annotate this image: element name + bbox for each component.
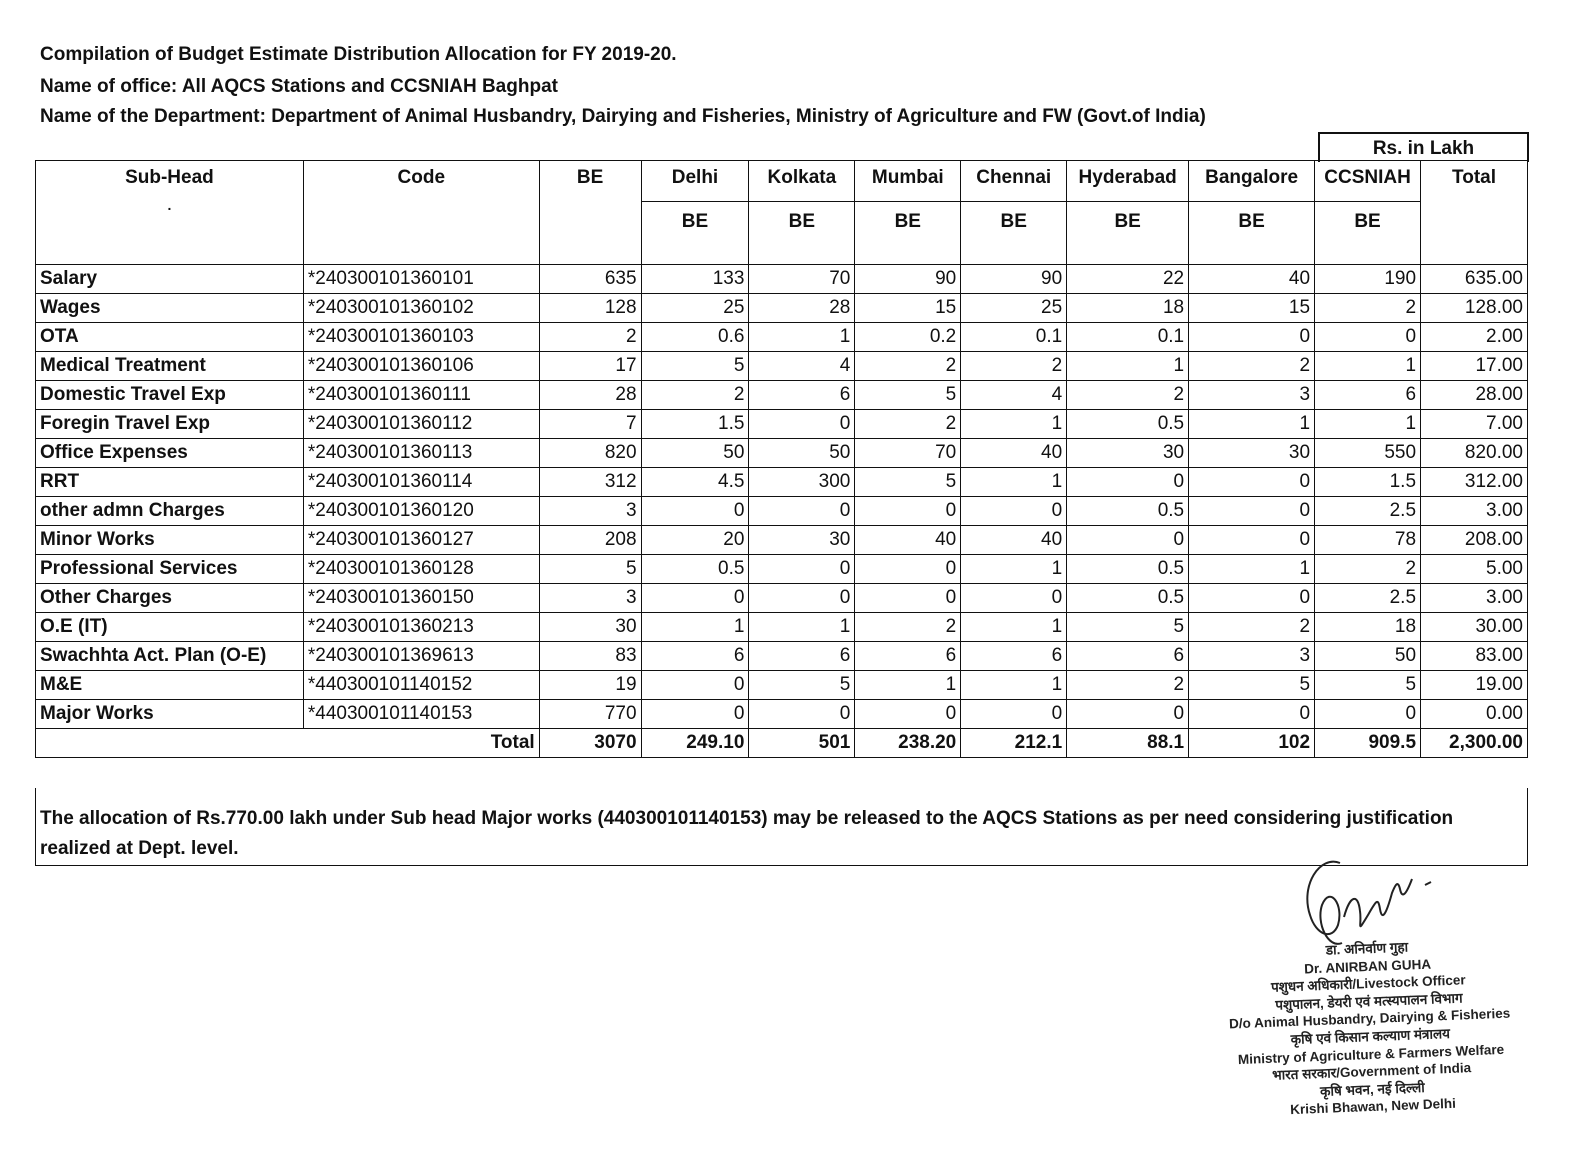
col-subheader-be: BE — [641, 202, 749, 265]
station-be-cell: 2 — [855, 613, 961, 642]
department-name: Name of the Department: Department of Animal Husbandry, Dairying and Fisheries, Ministry of Agriculture and FW (Govt.of India) — [40, 106, 1206, 127]
station-be-cell: 70 — [855, 439, 961, 468]
code-cell: *240300101360128 — [303, 555, 539, 584]
be-cell: 30 — [539, 613, 641, 642]
sub-head-cell: O.E (IT) — [36, 613, 304, 642]
total-cell: 635.00 — [1421, 265, 1528, 294]
station-be-cell: 1 — [1315, 410, 1421, 439]
station-be-cell: 0 — [641, 700, 749, 729]
sub-head-cell: Minor Works — [36, 526, 304, 555]
col-header-station: Hyderabad — [1067, 161, 1189, 202]
be-cell: 19 — [539, 671, 641, 700]
col-header-station: Bangalore — [1189, 161, 1315, 202]
station-be-cell: 1 — [1189, 410, 1315, 439]
station-be-cell: 0 — [749, 555, 855, 584]
col-subheader-be: BE — [961, 202, 1067, 265]
table-row — [36, 671, 1528, 700]
station-be-cell: 4 — [961, 381, 1067, 410]
station-be-cell: 0.5 — [1067, 410, 1189, 439]
totals-station-cell: 909.5 — [1315, 729, 1421, 758]
col-header-be: BE — [539, 161, 641, 265]
station-be-cell: 1 — [749, 323, 855, 352]
totals-row — [36, 729, 1528, 758]
station-be-cell: 6 — [1067, 642, 1189, 671]
table-row — [36, 381, 1528, 410]
code-cell: *240300101360112 — [303, 410, 539, 439]
station-be-cell: 2 — [855, 352, 961, 381]
table-row — [36, 439, 1528, 468]
col-subheader-be: BE — [855, 202, 961, 265]
table-row — [36, 700, 1528, 729]
station-be-cell: 0 — [961, 584, 1067, 613]
stamp-line: भारत सरकार/Government of India — [1271, 1060, 1472, 1083]
station-be-cell: 0 — [749, 700, 855, 729]
stamp-line: पशुपालन, डेयरी एवं मत्स्यपालन विभाग — [1275, 990, 1463, 1013]
code-cell: *240300101360150 — [303, 584, 539, 613]
col-subheader-be: BE — [1067, 202, 1189, 265]
col-header-sub-head: Sub-Head . — [36, 161, 304, 265]
station-be-cell: 3 — [1189, 381, 1315, 410]
station-be-cell: 40 — [961, 439, 1067, 468]
be-cell: 83 — [539, 642, 641, 671]
office-name: Name of office: All AQCS Stations and CCSNIAH Baghpat — [40, 76, 558, 97]
totals-station-cell: 212.1 — [961, 729, 1067, 758]
be-cell: 17 — [539, 352, 641, 381]
station-be-cell: 0 — [641, 671, 749, 700]
sub-head-cell: Swachhta Act. Plan (O-E) — [36, 642, 304, 671]
station-be-cell: 0 — [1067, 526, 1189, 555]
station-be-cell: 0 — [1067, 700, 1189, 729]
total-cell: 3.00 — [1421, 497, 1528, 526]
station-be-cell: 5 — [1315, 671, 1421, 700]
station-be-cell: 22 — [1067, 265, 1189, 294]
station-be-cell: 6 — [641, 642, 749, 671]
total-cell: 0.00 — [1421, 700, 1528, 729]
stamp-line: Krishi Bhawan, New Delhi — [1289, 1096, 1457, 1118]
station-be-cell: 70 — [749, 265, 855, 294]
stamp-line: Ministry of Agriculture & Farmers Welfare — [1237, 1041, 1505, 1067]
be-cell: 2 — [539, 323, 641, 352]
station-be-cell: 1 — [749, 613, 855, 642]
station-be-cell: 0.6 — [641, 323, 749, 352]
station-be-cell: 0 — [1189, 497, 1315, 526]
code-cell: *240300101360102 — [303, 294, 539, 323]
officer-stamp — [1192, 933, 1548, 1122]
total-cell: 83.00 — [1421, 642, 1528, 671]
be-cell: 3 — [539, 584, 641, 613]
station-be-cell: 0.5 — [1067, 497, 1189, 526]
be-cell: 635 — [539, 265, 641, 294]
table-row — [36, 642, 1528, 671]
total-cell: 208.00 — [1421, 526, 1528, 555]
station-be-cell: 1 — [855, 671, 961, 700]
be-cell: 128 — [539, 294, 641, 323]
station-be-cell: 0 — [961, 700, 1067, 729]
stamp-line: Dr. ANIRBAN GUHA — [1303, 956, 1432, 977]
station-be-cell: 0 — [1189, 526, 1315, 555]
unit-label: Rs. in Lakh — [1318, 132, 1529, 162]
sub-head-cell: Major Works — [36, 700, 304, 729]
station-be-cell: 0 — [749, 584, 855, 613]
stamp-line: कृषि एवं किसान कल्याण मंत्रालय — [1290, 1025, 1451, 1048]
header-row — [36, 161, 1528, 202]
stamp-line: डा. अनिर्वाण गुहा — [1325, 939, 1409, 958]
stamp-line: पशुधन अधिकारी/Livestock Officer — [1270, 972, 1466, 995]
total-cell: 17.00 — [1421, 352, 1528, 381]
station-be-cell: 40 — [855, 526, 961, 555]
station-be-cell: 1 — [961, 410, 1067, 439]
budget-table — [35, 160, 1528, 758]
station-be-cell: 1 — [961, 671, 1067, 700]
station-be-cell: 18 — [1067, 294, 1189, 323]
table-row — [36, 526, 1528, 555]
station-be-cell: 2 — [855, 410, 961, 439]
station-be-cell: 6 — [1315, 381, 1421, 410]
col-subheader-be: BE — [749, 202, 855, 265]
station-be-cell: 90 — [961, 265, 1067, 294]
station-be-cell: 0 — [855, 584, 961, 613]
station-be-cell: 0 — [961, 497, 1067, 526]
station-be-cell: 133 — [641, 265, 749, 294]
station-be-cell: 0.1 — [1067, 323, 1189, 352]
col-header-station: Kolkata — [749, 161, 855, 202]
station-be-cell: 78 — [1315, 526, 1421, 555]
station-be-cell: 5 — [1067, 613, 1189, 642]
totals-label: Total — [36, 729, 540, 758]
be-cell: 770 — [539, 700, 641, 729]
station-be-cell: 550 — [1315, 439, 1421, 468]
be-cell: 5 — [539, 555, 641, 584]
station-be-cell: 5 — [1189, 671, 1315, 700]
code-cell: *440300101140153 — [303, 700, 539, 729]
sub-head-cell: Office Expenses — [36, 439, 304, 468]
station-be-cell: 0 — [749, 410, 855, 439]
totals-station-cell: 88.1 — [1067, 729, 1189, 758]
station-be-cell: 0.5 — [641, 555, 749, 584]
be-cell: 820 — [539, 439, 641, 468]
sub-head-cell: Domestic Travel Exp — [36, 381, 304, 410]
total-cell: 28.00 — [1421, 381, 1528, 410]
totals-station-cell: 249.10 — [641, 729, 749, 758]
station-be-cell: 0 — [1315, 700, 1421, 729]
station-be-cell: 0 — [1315, 323, 1421, 352]
station-be-cell: 0 — [1189, 584, 1315, 613]
code-cell: *240300101360101 — [303, 265, 539, 294]
station-be-cell: 190 — [1315, 265, 1421, 294]
col-header-code: Code — [303, 161, 539, 265]
total-cell: 2.00 — [1421, 323, 1528, 352]
code-cell: *240300101360213 — [303, 613, 539, 642]
station-be-cell: 28 — [749, 294, 855, 323]
station-be-cell: 1 — [961, 555, 1067, 584]
station-be-cell: 0 — [855, 497, 961, 526]
station-be-cell: 50 — [641, 439, 749, 468]
sub-head-cell: M&E — [36, 671, 304, 700]
station-be-cell: 2 — [1189, 352, 1315, 381]
totals-station-cell: 102 — [1189, 729, 1315, 758]
station-be-cell: 1 — [1189, 555, 1315, 584]
stamp-line: कृषि भवन, नई दिल्ली — [1319, 1079, 1425, 1099]
station-be-cell: 4.5 — [641, 468, 749, 497]
station-be-cell: 5 — [855, 381, 961, 410]
station-be-cell: 0 — [641, 584, 749, 613]
station-be-cell: 0 — [1189, 323, 1315, 352]
station-be-cell: 2 — [1067, 381, 1189, 410]
station-be-cell: 0.1 — [961, 323, 1067, 352]
station-be-cell: 4 — [749, 352, 855, 381]
col-subheader-be: BE — [1189, 202, 1315, 265]
table-row — [36, 410, 1528, 439]
sub-head-mark: . — [167, 197, 172, 213]
table-row — [36, 323, 1528, 352]
station-be-cell: 20 — [641, 526, 749, 555]
allocation-note: The allocation of Rs.770.00 lakh under Sub head Major works (440300101140153) may be released to the AQCS Stations as per need considering justification realized at Dept. level. — [35, 788, 1528, 866]
stamp-line: D/o Animal Husbandry, Dairying & Fisheries — [1228, 1005, 1511, 1032]
sub-head-cell: other admn Charges — [36, 497, 304, 526]
table-row — [36, 555, 1528, 584]
code-cell: *440300101140152 — [303, 671, 539, 700]
sub-head-cell: Foregin Travel Exp — [36, 410, 304, 439]
code-cell: *240300101360106 — [303, 352, 539, 381]
station-be-cell: 2 — [1067, 671, 1189, 700]
station-be-cell: 1 — [961, 468, 1067, 497]
station-be-cell: 1.5 — [641, 410, 749, 439]
station-be-cell: 0.2 — [855, 323, 961, 352]
total-cell: 30.00 — [1421, 613, 1528, 642]
total-cell: 5.00 — [1421, 555, 1528, 584]
station-be-cell: 15 — [1189, 294, 1315, 323]
total-cell: 312.00 — [1421, 468, 1528, 497]
station-be-cell: 50 — [1315, 642, 1421, 671]
table-row — [36, 265, 1528, 294]
station-be-cell: 2 — [1315, 555, 1421, 584]
col-header-station: Mumbai — [855, 161, 961, 202]
sub-head-cell: Professional Services — [36, 555, 304, 584]
table-row — [36, 352, 1528, 381]
station-be-cell: 0 — [1189, 700, 1315, 729]
station-be-cell: 30 — [1067, 439, 1189, 468]
station-be-cell: 5 — [855, 468, 961, 497]
total-cell: 820.00 — [1421, 439, 1528, 468]
station-be-cell: 0 — [855, 700, 961, 729]
station-be-cell: 6 — [749, 381, 855, 410]
station-be-cell: 30 — [749, 526, 855, 555]
table-row — [36, 294, 1528, 323]
total-cell: 7.00 — [1421, 410, 1528, 439]
station-be-cell: 6 — [961, 642, 1067, 671]
col-subheader-be: BE — [1315, 202, 1421, 265]
sub-head-cell: Wages — [36, 294, 304, 323]
station-be-cell: 18 — [1315, 613, 1421, 642]
station-be-cell: 1 — [961, 613, 1067, 642]
station-be-cell: 2 — [1315, 294, 1421, 323]
station-be-cell: 2.5 — [1315, 584, 1421, 613]
table-row — [36, 497, 1528, 526]
be-cell: 312 — [539, 468, 641, 497]
totals-grand: 2,300.00 — [1421, 729, 1528, 758]
station-be-cell: 1 — [1315, 352, 1421, 381]
be-cell: 28 — [539, 381, 641, 410]
sub-head-cell: Medical Treatment — [36, 352, 304, 381]
station-be-cell: 0 — [749, 497, 855, 526]
station-be-cell: 1.5 — [1315, 468, 1421, 497]
station-be-cell: 0 — [641, 497, 749, 526]
code-cell: *240300101360113 — [303, 439, 539, 468]
total-cell: 3.00 — [1421, 584, 1528, 613]
totals-be: 3070 — [539, 729, 641, 758]
station-be-cell: 25 — [961, 294, 1067, 323]
station-be-cell: 6 — [855, 642, 961, 671]
table-row — [36, 584, 1528, 613]
station-be-cell: 40 — [961, 526, 1067, 555]
station-be-cell: 2 — [961, 352, 1067, 381]
document-title: Compilation of Budget Estimate Distribution Allocation for FY 2019-20. — [40, 44, 677, 65]
station-be-cell: 0 — [1189, 468, 1315, 497]
sub-head-cell: Other Charges — [36, 584, 304, 613]
total-cell: 128.00 — [1421, 294, 1528, 323]
station-be-cell: 2 — [641, 381, 749, 410]
station-be-cell: 300 — [749, 468, 855, 497]
station-be-cell: 50 — [749, 439, 855, 468]
station-be-cell: 0 — [855, 555, 961, 584]
col-header-total: Total — [1421, 161, 1528, 265]
table-row — [36, 613, 1528, 642]
sub-head-cell: Salary — [36, 265, 304, 294]
station-be-cell: 30 — [1189, 439, 1315, 468]
station-be-cell: 0 — [1067, 468, 1189, 497]
station-be-cell: 5 — [641, 352, 749, 381]
col-header-station: Chennai — [961, 161, 1067, 202]
code-cell: *240300101360111 — [303, 381, 539, 410]
totals-station-cell: 501 — [749, 729, 855, 758]
station-be-cell: 5 — [749, 671, 855, 700]
code-cell: *240300101360114 — [303, 468, 539, 497]
station-be-cell: 40 — [1189, 265, 1315, 294]
station-be-cell: 6 — [749, 642, 855, 671]
station-be-cell: 2 — [1189, 613, 1315, 642]
station-be-cell: 1 — [1067, 352, 1189, 381]
be-cell: 7 — [539, 410, 641, 439]
col-header-station: Delhi — [641, 161, 749, 202]
code-cell: *240300101360127 — [303, 526, 539, 555]
station-be-cell: 3 — [1189, 642, 1315, 671]
code-cell: *240300101360120 — [303, 497, 539, 526]
code-cell: *240300101369613 — [303, 642, 539, 671]
station-be-cell: 0.5 — [1067, 555, 1189, 584]
sub-head-cell: RRT — [36, 468, 304, 497]
code-cell: *240300101360103 — [303, 323, 539, 352]
station-be-cell: 1 — [641, 613, 749, 642]
station-be-cell: 15 — [855, 294, 961, 323]
total-cell: 19.00 — [1421, 671, 1528, 700]
be-cell: 208 — [539, 526, 641, 555]
col-header-station: CCSNIAH — [1315, 161, 1421, 202]
station-be-cell: 25 — [641, 294, 749, 323]
station-be-cell: 0.5 — [1067, 584, 1189, 613]
sub-head-cell: OTA — [36, 323, 304, 352]
station-be-cell: 2.5 — [1315, 497, 1421, 526]
be-cell: 3 — [539, 497, 641, 526]
station-be-cell: 90 — [855, 265, 961, 294]
table-row — [36, 468, 1528, 497]
totals-station-cell: 238.20 — [855, 729, 961, 758]
